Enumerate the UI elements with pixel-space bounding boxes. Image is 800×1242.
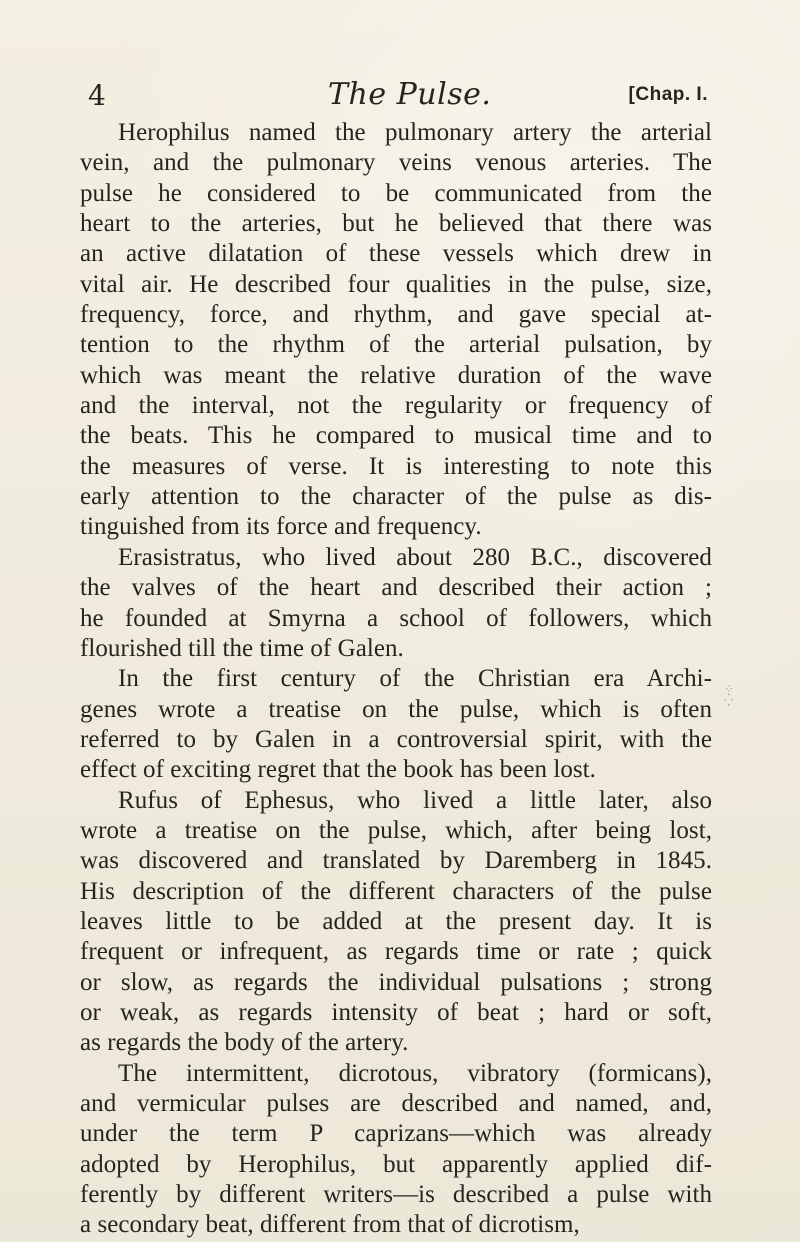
text-line: wrote a treatise on the pulse, which, after being lost, xyxy=(80,816,712,844)
text-line: which was meant the relative duration of the wave xyxy=(80,361,712,389)
body-text xyxy=(80,118,712,1241)
text-line: as regards the body of the artery. xyxy=(80,1029,409,1057)
text-line: heart to the arteries, but he believed that there was xyxy=(80,210,712,238)
text-line: frequency, force, and rhythm, and gave special at- xyxy=(80,301,712,329)
paper-smudge-mark: ⁘ ⁛ xyxy=(724,682,735,707)
text-line: frequent or infrequent, as regards time or rate ; quick xyxy=(80,938,712,966)
text-line: the beats. This he compared to musical time and to xyxy=(80,422,712,450)
text-line: an active dilatation of these vessels which drew in xyxy=(80,240,712,268)
page-header xyxy=(88,77,708,122)
text-line: Rufus of Ephesus, who lived a little later, also xyxy=(118,786,712,814)
text-line: vein, and the pulmonary veins venous arteries. The xyxy=(80,149,712,177)
text-line: or weak, as regards intensity of beat ; hard or soft, xyxy=(80,998,712,1026)
text-line: and the interval, not the regularity or frequency of xyxy=(80,392,712,420)
text-line: was discovered and translated by Daremberg in 1845. xyxy=(80,847,712,875)
text-line: tinguished from its force and frequency. xyxy=(80,513,482,541)
text-line: the measures of verse. It is interesting to note this xyxy=(80,452,712,480)
text-line: adopted by Herophilus, but apparently applied dif- xyxy=(80,1150,712,1178)
text-line: His description of the different characters of the pulse xyxy=(80,877,712,905)
text-line: ferently by different writers—is described a pulse with xyxy=(80,1181,712,1209)
chapter-label: [Chap. I. xyxy=(628,84,708,105)
text-line: tention to the rhythm of the arterial pulsation, by xyxy=(80,331,712,359)
text-line: and vermicular pulses are described and named, and, xyxy=(80,1090,712,1117)
text-line: he founded at Smyrna a school of followers, which xyxy=(80,604,712,632)
running-title: The Pulse. xyxy=(328,77,492,112)
text-line: leaves little to be added at the present day. It is xyxy=(80,907,712,935)
text-line: genes wrote a treatise on the pulse, which is often xyxy=(80,695,712,723)
text-line: under the term P caprizans—which was already xyxy=(80,1120,712,1148)
text-line: or slow, as regards the individual pulsations ; strong xyxy=(80,968,712,996)
text-line: flourished till the time of Galen. xyxy=(80,634,404,662)
text-line: a secondary beat, different from that of dicrotism, xyxy=(80,1211,580,1239)
text-line: pulse he considered to be communicated from the xyxy=(80,179,712,207)
text-line: vital air. He described four qualities in the pulse, size, xyxy=(80,270,712,298)
text-line: the valves of the heart and described their action ; xyxy=(80,574,712,602)
text-line: effect of exciting regret that the book has been lost. xyxy=(80,756,596,784)
text-line: In the first century of the Christian era Archi- xyxy=(118,665,712,693)
text-line: The intermittent, dicrotous, vibratory (formicans), xyxy=(118,1059,712,1087)
text-line: early attention to the character of the pulse as dis- xyxy=(80,483,712,511)
text-line: Erasistratus, who lived about 280 B.C., discovered xyxy=(118,543,712,571)
text-line: referred to by Galen in a controversial spirit, with the xyxy=(80,725,712,753)
text-line: Herophilus named the pulmonary artery the arterial xyxy=(118,119,712,146)
page-number: 4 xyxy=(88,79,106,112)
